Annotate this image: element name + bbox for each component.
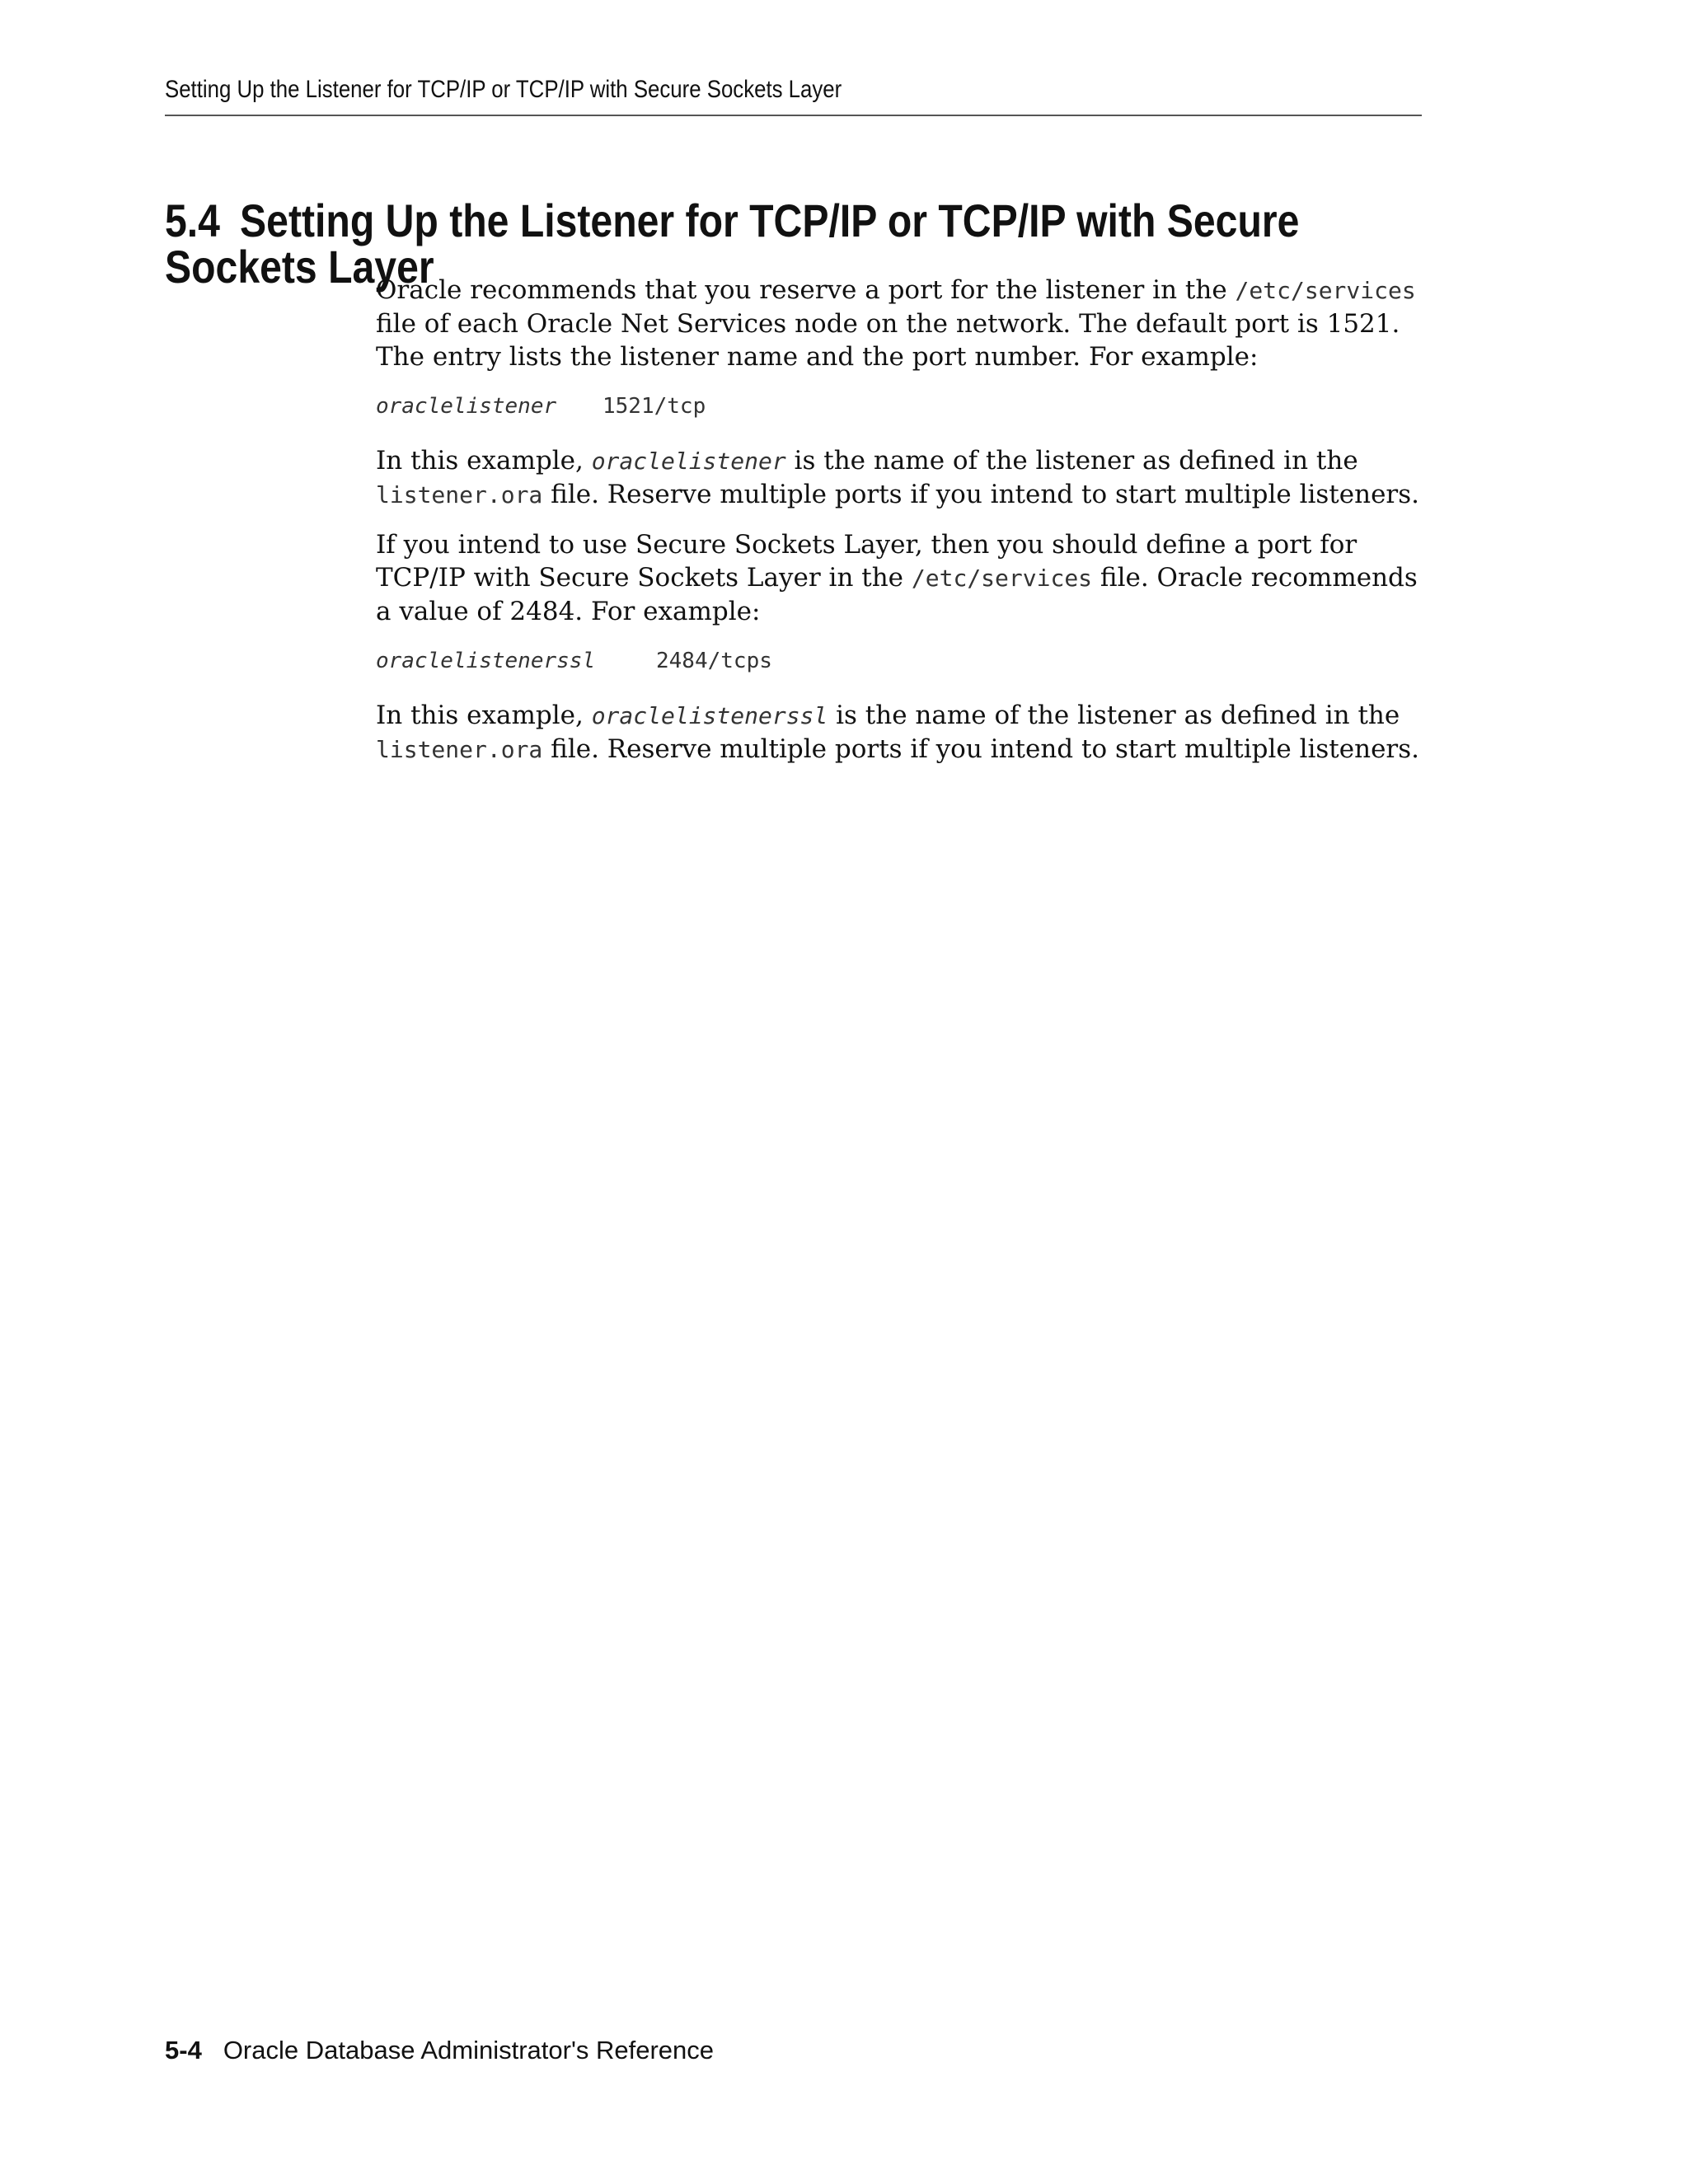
code-example-tcps bbox=[376, 644, 1427, 677]
section-title-text: Setting Up the Listener for TCP/IP or TCP/IP with Secure Sockets Layer bbox=[165, 194, 1300, 293]
inline-code-file: listener.ora bbox=[376, 736, 543, 763]
text-run: If you intend to use Secure Sockets Layer, then you should define a port for TCP/IP with Secure Sockets Layer in the bbox=[376, 530, 1357, 593]
text-run: is the name of the listener as defined in the bbox=[785, 446, 1358, 476]
code-listener-name: oraclelistenerssl bbox=[376, 649, 596, 673]
paragraph-ssl-example-explanation bbox=[376, 699, 1427, 766]
book-title: Oracle Database Administrator's Reference bbox=[223, 2036, 715, 2064]
text-run: file. Reserve multiple ports if you intend to start multiple listeners. bbox=[542, 480, 1419, 509]
code-port: 1521/tcp bbox=[603, 394, 706, 419]
inline-code-listener: oraclelistener bbox=[591, 448, 786, 475]
code-port: 2484/tcps bbox=[656, 649, 772, 673]
paragraph-port-reservation bbox=[376, 274, 1427, 373]
text-run: file. Oracle recommends a value of 2484. For example: bbox=[376, 563, 1418, 626]
inline-code-listener: oraclelistenerssl bbox=[591, 702, 828, 729]
text-run: is the name of the listener as defined in the bbox=[828, 701, 1400, 730]
text-run: file. Reserve multiple ports if you intend to start multiple listeners. bbox=[542, 734, 1419, 764]
code-listener-name: oraclelistener bbox=[376, 394, 557, 419]
inline-code-file: listener.ora bbox=[376, 481, 543, 509]
inline-code-path: /etc/services bbox=[911, 565, 1093, 592]
section-number: 5.4 bbox=[165, 194, 220, 246]
paragraph-ssl-port bbox=[376, 528, 1427, 628]
text-run: Oracle recommends that you reserve a port for the listener in the bbox=[376, 275, 1236, 305]
page-footer bbox=[165, 2036, 714, 2065]
text-run: file of each Oracle Net Services node on the network. The default port is 1521. The entry lists the listener name and the port number. For example: bbox=[376, 309, 1400, 372]
page-number: 5-4 bbox=[165, 2036, 202, 2064]
paragraph-example-explanation bbox=[376, 444, 1427, 512]
code-example-tcp bbox=[376, 390, 1427, 423]
section-body bbox=[376, 274, 1427, 783]
text-run: In this example, bbox=[376, 701, 592, 730]
header-divider bbox=[165, 115, 1422, 116]
running-header: Setting Up the Listener for TCP/IP or TCP/IP with Secure Sockets Layer bbox=[165, 76, 842, 103]
inline-code-path: /etc/services bbox=[1235, 277, 1416, 304]
text-run: In this example, bbox=[376, 446, 592, 476]
